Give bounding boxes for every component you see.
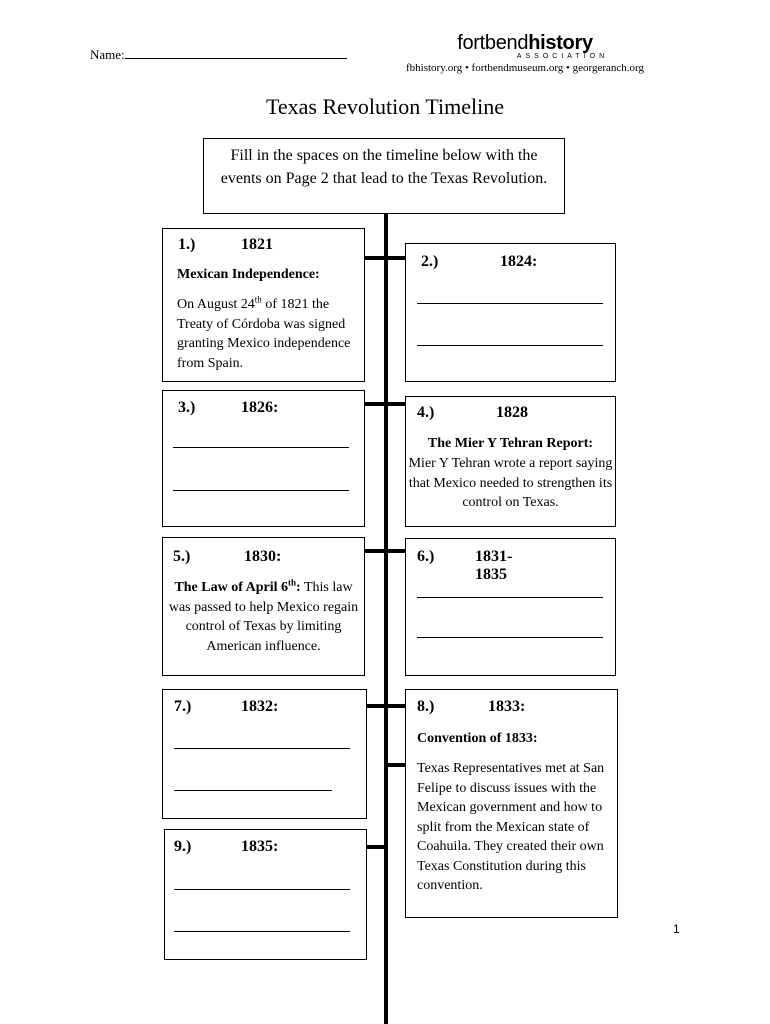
answer-blank-2b[interactable] <box>417 345 603 346</box>
logo-wordmark: fortbendhistory <box>457 32 593 54</box>
connector-3 <box>365 402 405 406</box>
logo-websites: fbhistory.org • fortbendmuseum.org • georgeranch.org <box>405 62 645 74</box>
logo-association: ASSOCIATION <box>516 53 609 60</box>
box-4-subtitle: The Mier Y Tehran Report: <box>427 436 594 451</box>
answer-blank-6a[interactable] <box>417 597 603 598</box>
answer-blank-9b[interactable] <box>174 931 350 932</box>
timeline-box-9: 9.) 1835: <box>164 829 367 960</box>
name-blank-line[interactable] <box>125 47 347 59</box>
connector-8 <box>386 763 405 767</box>
name-label: Name: <box>90 47 125 62</box>
connector-7 <box>367 704 405 708</box>
box-1-subtitle: Mexican Independence: <box>177 267 320 282</box>
box-8-text: Texas Representatives met at San Felipe to discuss issues with the Mexican government and how to split from the Mexican state of Coahuila. They created their own Texas Constitution during this convention. <box>417 761 605 893</box>
instructions-box: Fill in the spaces on the timeline below with the events on Page 2 that lead to the Texas Revolution. <box>203 138 565 214</box>
box-5-text: The Law of April 6th: This law was passed to help Mexico regain control of Texas by limiting American influence. <box>168 577 359 654</box>
answer-blank-3b[interactable] <box>173 490 349 491</box>
timeline-box-8: 8.) 1833: Convention of 1833: Texas Representatives met at San Felipe to discuss issues with the Mexican government and how to split from the Mexican state of Coahuila. They created their own Texas Constitution during this convention. <box>405 689 618 918</box>
connector-1 <box>365 256 405 260</box>
answer-blank-7a[interactable] <box>174 748 350 749</box>
timeline-box-4: 4.) 1828 The Mier Y Tehran Report: Mier Y Tehran wrote a report saying that Mexico needed to strengthen its control on Texas. <box>405 396 616 527</box>
box-4-text: Mier Y Tehran wrote a report saying that Mexico needed to strengthen its control on Texas. <box>408 456 613 510</box>
page-title: Texas Revolution Timeline <box>265 94 504 119</box>
timeline-box-7: 7.) 1832: <box>162 689 367 819</box>
box-1-text: On August 24th of 1821 the Treaty of Córdoba was signed granting Mexico independence from Spain. <box>177 294 351 371</box>
timeline-box-2: 2.) 1824: <box>405 243 616 382</box>
answer-blank-6b[interactable] <box>417 637 603 638</box>
connector-5 <box>365 549 405 553</box>
answer-blank-7b[interactable] <box>174 790 332 791</box>
box-8-subtitle: Convention of 1833: <box>417 731 538 746</box>
name-field[interactable] <box>90 47 347 63</box>
fbha-logo <box>380 32 670 74</box>
answer-blank-2a[interactable] <box>417 303 603 304</box>
page-number: 1 <box>673 922 680 936</box>
timeline-box-5: 5.) 1830: The Law of April 6th: This law was passed to help Mexico regain control of Texas by limiting American influence. <box>162 537 365 676</box>
connector-9 <box>367 845 386 849</box>
timeline-line <box>384 214 388 1024</box>
answer-blank-3a[interactable] <box>173 447 349 448</box>
timeline-box-1: 1.) 1821 Mexican Independence: On August 24th of 1821 the Treaty of Córdoba was signed granting Mexico independence from Spain. <box>162 228 365 382</box>
answer-blank-9a[interactable] <box>174 889 350 890</box>
timeline-box-6: 6.) 1831-1835 <box>405 538 616 676</box>
timeline-box-3: 3.) 1826: <box>162 390 365 527</box>
